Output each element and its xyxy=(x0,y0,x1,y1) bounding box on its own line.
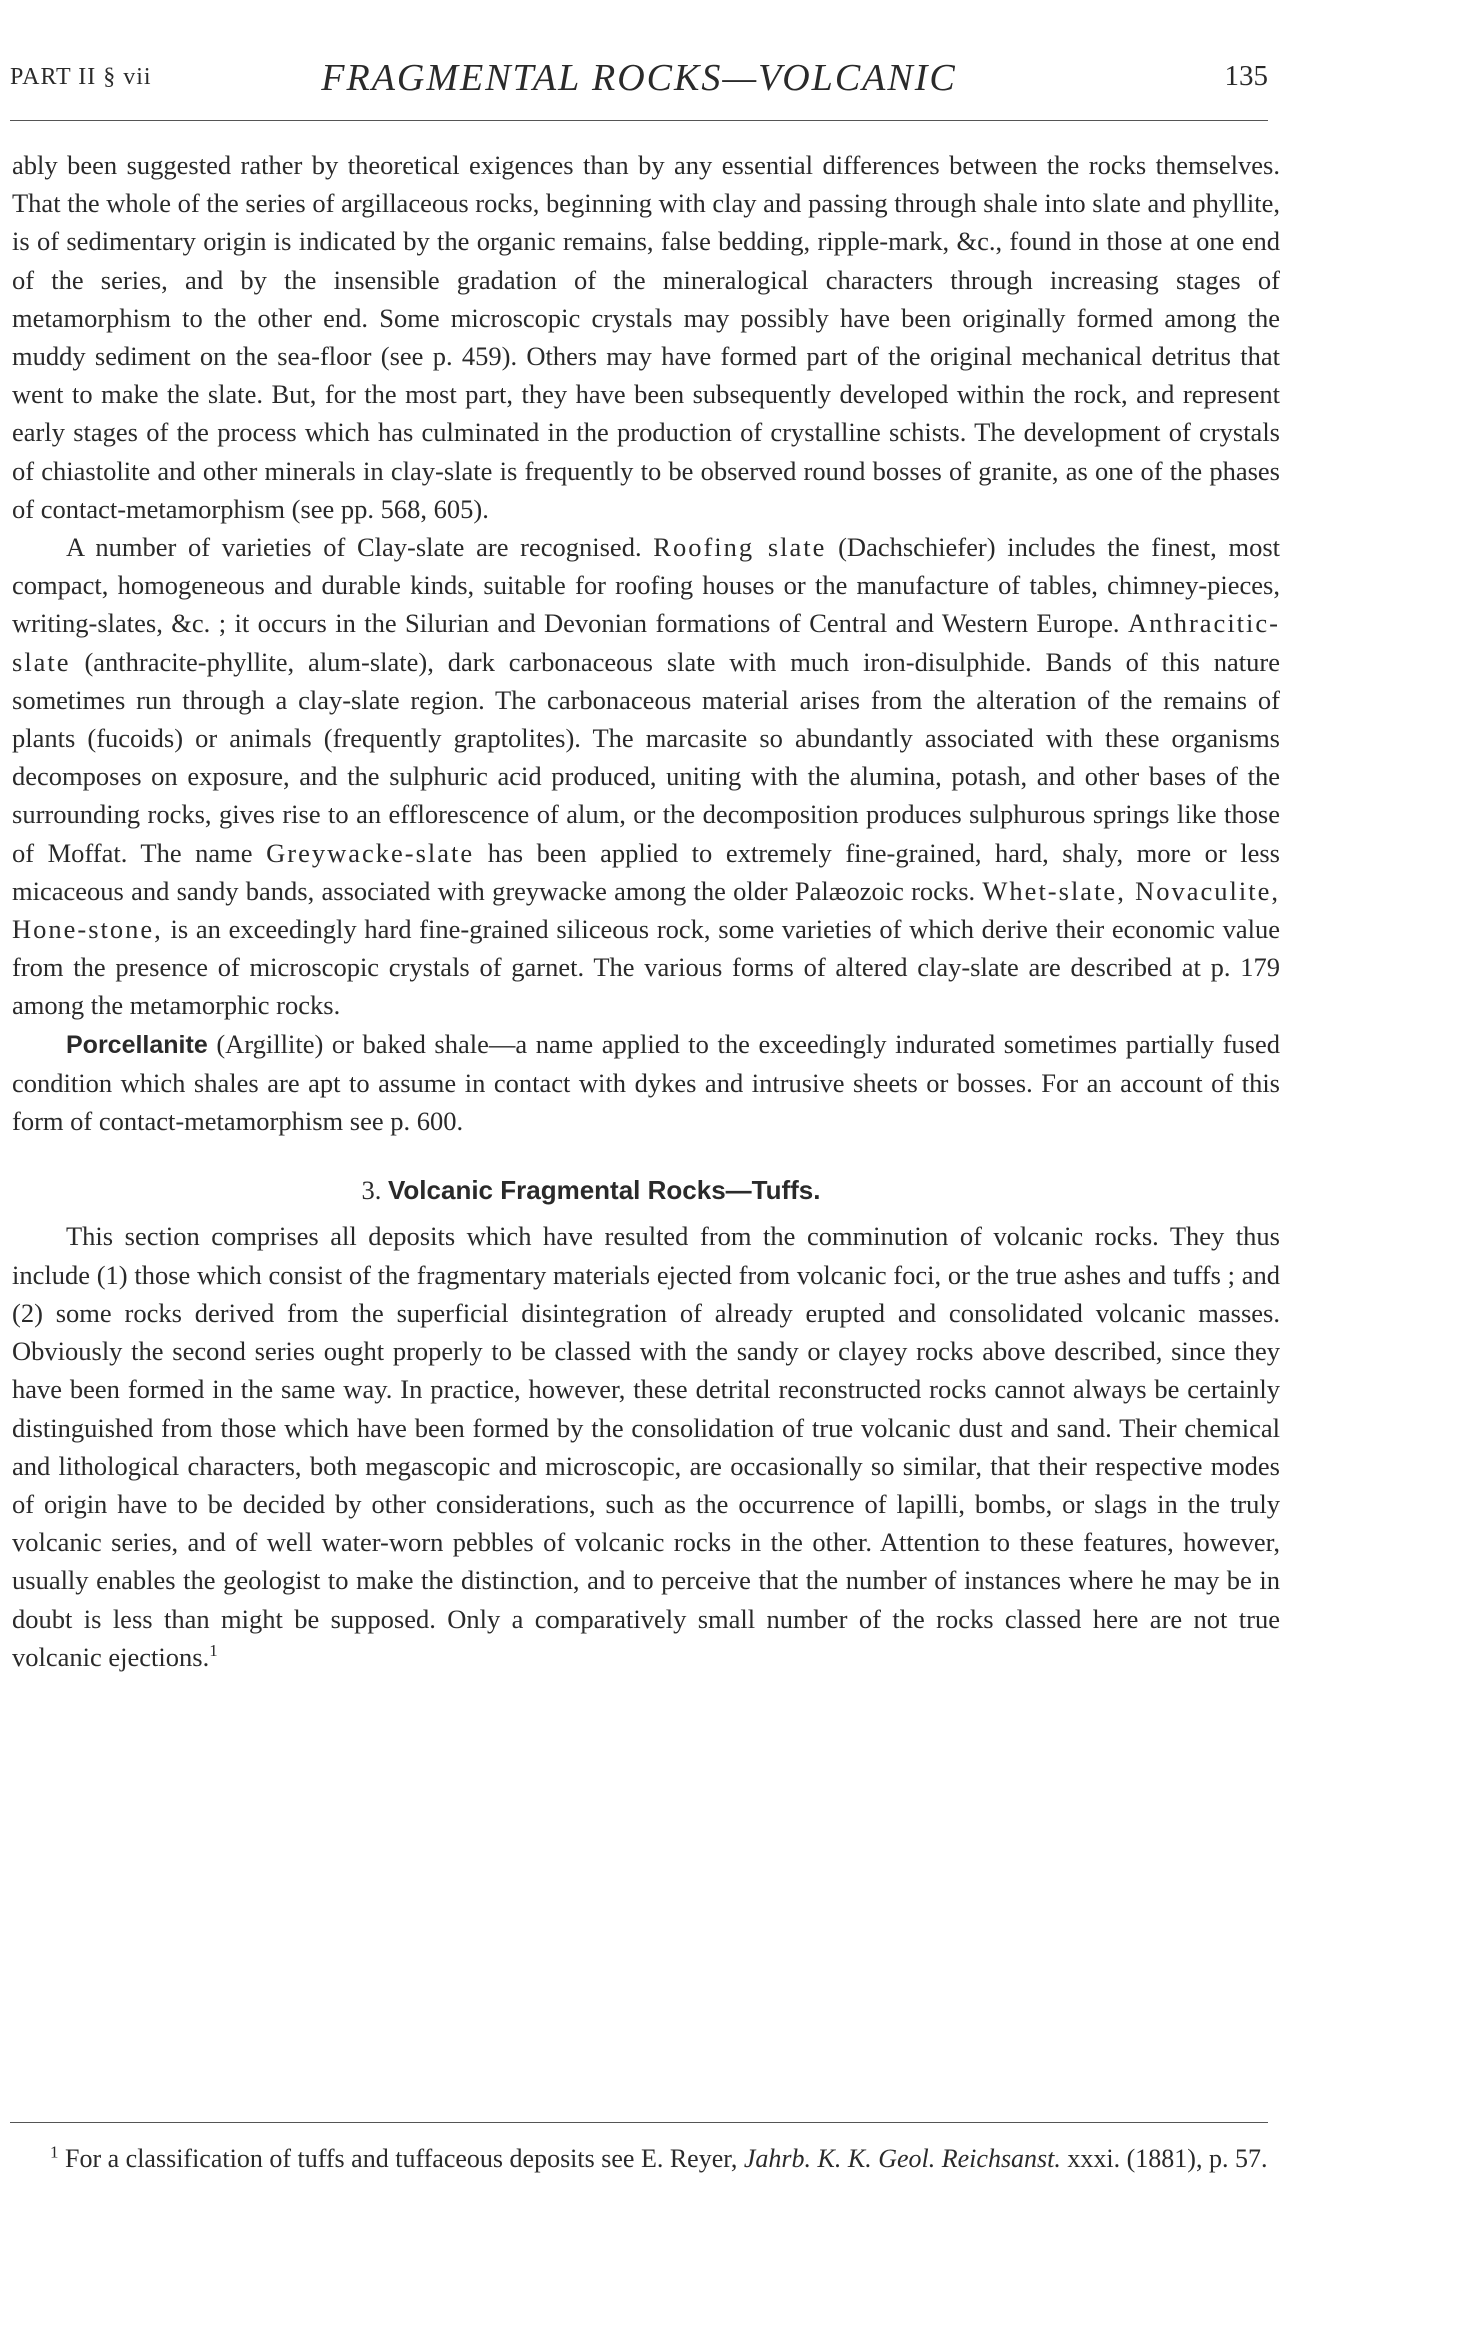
term-roofing-slate: Roofing slate xyxy=(653,532,827,563)
section-heading xyxy=(12,1171,1280,1209)
term-whet-slate: Whet-slate, Novaculite, Hone-stone, xyxy=(12,875,1280,945)
term-greywacke-slate: Greywacke-slate xyxy=(266,837,475,868)
section-number: 3. xyxy=(361,1175,382,1206)
paragraph-volcanic-tuffs: This section comprises all deposits which have resulted from the comminution of volcanic rocks. They thus include (1) those which consist of the fragmentary materials ejected from volcanic foci, or the true ashes and tuffs ; and (2) some rocks derived from the superficial disintegration of already erupted and consolidated volcanic masses. Obviously the second series ought properly to be classed with the sandy or clayey rocks above described, since they have been formed in the same way. In practice, however, these detrital reconstructed rocks cannot always be certainly distinguished from those which have been formed by the consolidation of true volcanic dust and sand. Their chemical and lithological characters, both megascopic and microscopic, are occasionally so similar, that their respective modes of origin have to be decided by other considerations, such as the occurrence of lapilli, bombs, or slags in the truly volcanic series, and of well water-worn pebbles of volcanic rocks in the other. Attention to these features, however, usually enables the geologist to make the distinction, and to perceive that the number of instances where he may be in doubt is less than might be supposed. Only a comparatively small number of the rocks classed here are not true volcanic ejections.$^1$ xyxy=(12,1221,1280,1672)
paragraph-porcellanite: Porcellanite (Argillite) or baked shale—a name applied to the exceedingly indurated sometimes partially fused condition which shales are apt to assume in contact with dykes and intrusive sheets or bosses. For an account of this form of contact-metamorphism see p. 600. xyxy=(12,1028,1280,1137)
footnote-marker: 1 xyxy=(50,2142,59,2162)
running-head xyxy=(10,56,1268,100)
term-anthracitic-slate: Anthracitic-slate xyxy=(12,608,1280,677)
footnote-reference: 1 xyxy=(209,1640,218,1660)
body-text xyxy=(12,146,1280,1676)
part-section-label: PART II § vii xyxy=(10,64,152,90)
term-porcellanite: Porcellanite xyxy=(66,1030,208,1059)
footnote-rule xyxy=(10,2122,1268,2123)
page-number: 135 xyxy=(1224,60,1268,92)
header-rule xyxy=(10,120,1268,121)
section-title: Volcanic Fragmental Rocks—Tuffs. xyxy=(388,1175,821,1206)
paragraph-clay-slate-varieties: A number of varieties of Clay-slate are recognised. Roofing slate (Dachschiefer) includes the finest, most compact, homogeneous and durable kinds, suitable for roofing houses or the manufacture of tables, chimney-pieces, writing-slates, &c. ; it occurs in the Silurian and Devonian formations of Central and Western Europe. Anthracitic-slate (anthracite-phyllite, alum-slate), dark carbonaceous slate with much iron-disulphide. Bands of this nature sometimes run through a clay-slate region. The carbonaceous material arises from the alteration of the remains of plants (fucoids) or animals (frequently graptolites). The marcasite so abundantly associated with these organisms decomposes on exposure, and the sulphuric acid produced, uniting with the alumina, potash, and other bases of the surrounding rocks, gives rise to an efflorescence of alum, or the decomposition produces sulphurous springs like those of Moffat. The name Greywacke-slate has been applied to extremely fine-grained, hard, shaly, more or less micaceous and sandy bands, associated with greywacke among the older Palæozoic rocks. Whet-slate, Novaculite, Hone-stone, is an exceedingly hard fine-grained siliceous rock, some varieties of which derive their economic value from the presence of microscopic crystals of garnet. The various forms of altered clay-slate are described at p. 179 among the metamorphic rocks. xyxy=(12,532,1281,1021)
journal-title: Jahrb. K. K. Geol. Reichsanst. xyxy=(743,2144,1061,2173)
running-title: FRAGMENTAL ROCKS—VOLCANIC xyxy=(321,57,957,99)
paragraph-clay-slate-origin: ably been suggested rather by theoretical exigences than by any essential differences between the rocks themselves. That the whole of the series of argillaceous rocks, beginning with clay and passing through shale into slate and phyllite, is of sedimentary origin is indicated by the organic remains, false bedding, ripple-mark, &c., found in those at one end of the series, and by the insensible gradation of the mineralogical characters through increasing stages of metamorphism to the other end. Some microscopic crystals may possibly have been originally formed among the muddy sediment on the sea-floor (see p. 459). Others may have formed part of the original mechanical detritus that went to make the slate. But, for the most part, they have been subsequently developed within the rock, and represent early stages of the process which has culminated in the production of crystalline schists. The development of crystals of chiastolite and other minerals in clay-slate is frequently to be observed round bosses of granite, as one of the phases of contact-metamorphism (see pp. 568, 605). xyxy=(12,150,1280,524)
footnote: $^1$ For a classification of tuffs and tuffaceous deposits see E. Reyer, Jahrb. K. K. Geol. Reichsanst. xxxi. (1881), p. 57. xyxy=(50,2142,1268,2173)
